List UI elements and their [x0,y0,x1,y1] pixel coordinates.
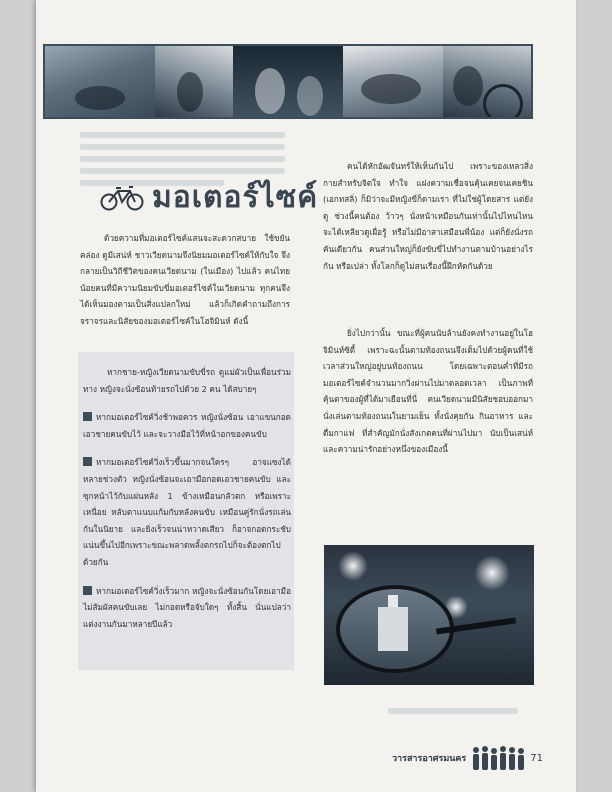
bullet-icon [83,457,92,466]
banner-photo-rider [155,46,233,117]
box-item: หากมอเตอร์ไซค์วิ่งเร็วขึ้นมากจนใครๆ อาจแซงได้ หลายช่วงตัว หญิงนั่งซ้อนจะเอามือกอดเอวชายคนขับ และซุกหน้าไว้กับแผ่นหลัง 1 ข้างเหมือนกลัวตก หรือเพราะเหนื่อย หลับตาแนบแก้มกับหลังคนขับ เหมือนคู่รักนั่งรถเล่นกันในนิยาย และยิ่งเร็วจนน่าหวาดเสียว ก็อาจกอดกระชับแน่นขึ้นไปอีกเพราะขณะพลาดพลั้งตกรถไปก็จะต้องตกไปด้วยกัน [83,457,291,567]
people-silhouettes-icon [470,745,528,771]
night-mirror-photo [324,545,534,685]
page-number: 71 [530,752,544,764]
box-item: หากมอเตอร์ไซค์วิ่งช้าพอควร หญิงนั่งซ้อน เอาแขนกอดเอวชายคนขับไว้ และจะวางมือไว้ที่หน้าอกของคนขับ [83,412,291,439]
right-paragraph-1 [323,158,533,274]
journal-name: วารสารอาศรมนคร [392,754,467,764]
faded-caption-show-through [388,708,518,714]
right-paragraph-2 [323,325,533,458]
banner-photo-cyclo [443,46,533,117]
article-heading [100,175,318,219]
right-text-2: ยิ่งไปกว่านั้น ขณะที่ผู้คนนับล้านยังคงทำงานอยู่ในโฮจิมินห์ซิตี้ เพราะฉะนั้นตามท้องถนนจึงเต็มไปด้วยผู้คนที่ใช้เวลาส่วนใหญ่อยู่บนท้องถนน โดยเฉพาะตอนค่ำที่มีรถมอเตอร์ไซค์จำนวนมากวิ่งผ่านไปมาตลอดเวลา เป็นภาพที่คุ้นตาของผู้ที่ได้มาเยือนที่นี่ คนเวียดนามมีนิสัยชอบออกมานั่งเล่นตามท้องถนนในยามเย็น ทั้งนั่งคุยกัน กินอาหาร และดื่มกาแฟ ที่สำคัญมักนั่งสังเกตคนที่ผ่านไปมา นับเป็นเสน่ห์และความน่ารักอย่างหนึ่งของเมืองนี้ [323,328,533,455]
intro-paragraph [80,230,290,330]
banner-photo-street [343,46,443,117]
article-title: มอเตอร์ไซค์ [152,179,319,215]
right-text-1: คนได้หักอัฒจันทร์ให้เห็นกันไป เพราะของเหลวสิ่งกายสำหรับจิตใจ ทำใจ แฝงความเชื่อจนคุ้นเคยจนเคยชิน (เอกทสลิ่) ก็มิว่าจะมีหญิงขี่ก็ตามเรา ที่ไม่ใช่ผู้โดยสาร แต่ยังดู ช่วงนี้คนต้อง ว้าวๆ นั่งหน้าเหมือนกันเท่านั้นไปไหนไหน จะได้เหลียวดูเผื่อรู้ หรือไม่มีอาสาเสมือนพี่น้อง แต่ก็ยังนั่งรถคันเดียวกัน คนส่วนใหญ่ก็ยังขับขี่ไปทำงานตามบ้านอย่างไรกัน หรือเปล่า ทั้งโลกก็ดูไม่สนเรื่องนี้ฝึกหัดกันด้วย [323,161,533,271]
sidebar-box [78,352,294,670]
page-footer [392,744,543,772]
bicycle-icon [100,183,144,211]
box-item: หากมอเตอร์ไซค์วิ่งเร็วมาก หญิงจะนั่งซ้อนกันโดยเอามือไม่สัมผัสคนขับเลย ไม่กอดหรือจับใดๆ ทั้งสิ้น นั่นแปลว่าแต่งงานกันมาหลายปีแล้ว [83,585,291,629]
bullet-icon [83,586,92,595]
header-photo-strip [43,44,533,119]
intro-text: ด้วยความที่มอเตอร์ไซค์แสนจะสะดวกสบาย ใช้ขยันคล่อง ดูมีเสน่ห์ ชาวเวียดนามจึงนิยมมอเตอร์ไซค์ให้กับใจ จึงกลายเป็นวิถีชีวิตของคนเวียดนาม (ในเมือง) ไปแล้ว คนไทยน้อยคนที่มีความนิยมขับขี่มอเตอร์ไซค์ในเวียดนาม ทุกคนจึงได้เห็นมองตามเป็นสิ่งแปลกใหม่ แล้วก็เกิดคำถามถึงการจราจรและนิสัยของมอเตอร์ไซค์ในโฮจิมินห์ ดังนี้ [80,233,290,326]
box-lead: หากชาย-หญิงเวียดนามขับขี่รถ ดูแม่ผัวเป็นเพื่อนร่วมทาง หญิงจะนั่งซ้อนท้ายรถไปด้วย 2 คน ได้สบายๆ [83,367,291,394]
banner-photo-roundabout [45,46,155,117]
bullet-icon [83,412,92,421]
banner-photo-traffic [233,46,343,117]
